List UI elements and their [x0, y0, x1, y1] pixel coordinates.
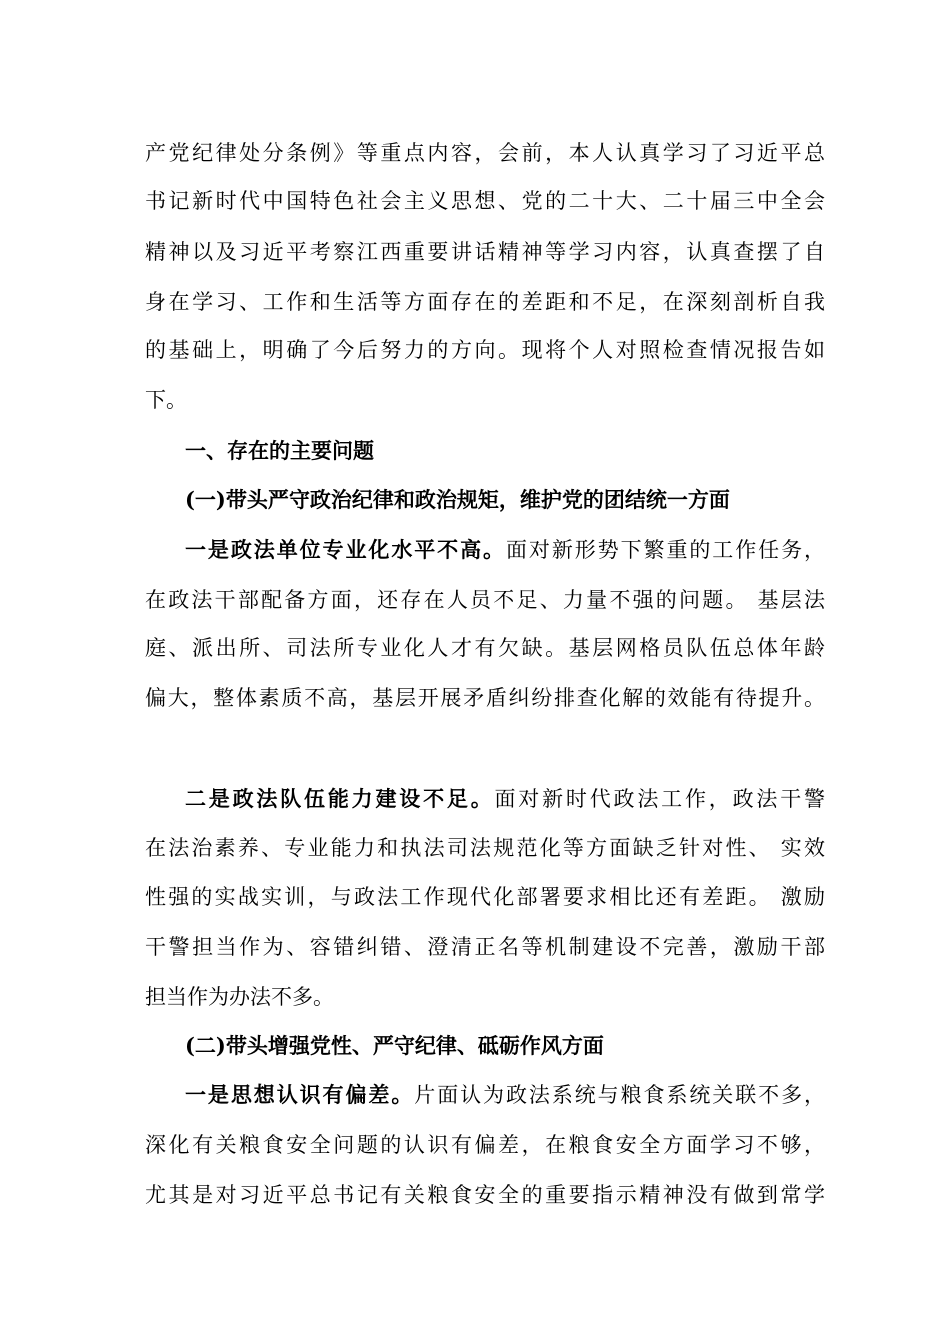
text-line: 在法治素养、专业能力和执法司法规范化等方面缺乏针对性、 实效 [145, 836, 825, 860]
text-line: 在政法干部配备方面，还存在人员不足、力量不强的问题。 基层法 [145, 588, 825, 612]
subsection-heading: (一)带头严守政治纪律和政治规矩，维护党的团结统一方面 [185, 487, 730, 512]
text-line: 担当作为办法不多。 [145, 985, 334, 1009]
text-line: 书记新时代中国特色社会主义思想、党的二十大、二十届三中全会 [145, 189, 825, 213]
paragraph-text: 面对新时代政法工作，政法干警 [494, 787, 825, 811]
text-line: 偏大，整体素质不高，基层开展矛盾纠纷排查化解的效能有待提升。 [145, 686, 825, 710]
paragraph-text: 面对新形势下繁重的工作任务， [505, 538, 826, 562]
paragraph-lead: 一是思想认识有偏差。 [185, 1082, 415, 1107]
text-line: 尤其是对习近平总书记有关粮食安全的重要指示精神没有做到常学 [145, 1183, 825, 1207]
paragraph-lead: 一是政法单位专业化水平不高。 [185, 537, 506, 562]
subsection-heading: (二)带头增强党性、严守纪律、砥砺作风方面 [185, 1033, 604, 1058]
paragraph-text: 片面认为政法系统与粮食系统关联不多， [414, 1083, 826, 1107]
text-line-first [185, 535, 825, 565]
text-line: 深化有关粮食安全问题的认识有偏差，在粮食安全方面学习不够， [145, 1133, 825, 1157]
text-line-first [185, 1080, 825, 1110]
text-line: 庭、派出所、司法所专业化人才有欠缺。基层网格员队伍总体年龄 [145, 636, 825, 660]
text-line: 精神以及习近平考察江西重要讲话精神等学习内容，认真查摆了自 [145, 240, 825, 264]
text-line: 下。 [145, 388, 187, 412]
text-line: 身在学习、工作和生活等方面存在的差距和不足，在深刻剖析自我 [145, 290, 825, 314]
text-line: 干警担当作为、容错纠错、澄清正名等机制建设不完善，激励干部 [145, 935, 825, 959]
text-line-first [185, 784, 825, 814]
section-heading: 一、存在的主要问题 [185, 438, 374, 463]
text-line: 产党纪律处分条例》等重点内容，会前，本人认真学习了习近平总 [145, 141, 825, 165]
text-line: 的基础上，明确了今后努力的方向。现将个人对照检查情况报告如 [145, 338, 825, 362]
text-line: 性强的实战实训，与政法工作现代化部署要求相比还有差距。 激励 [145, 885, 825, 909]
paragraph-lead: 二是政法队伍能力建设不足。 [185, 786, 495, 811]
